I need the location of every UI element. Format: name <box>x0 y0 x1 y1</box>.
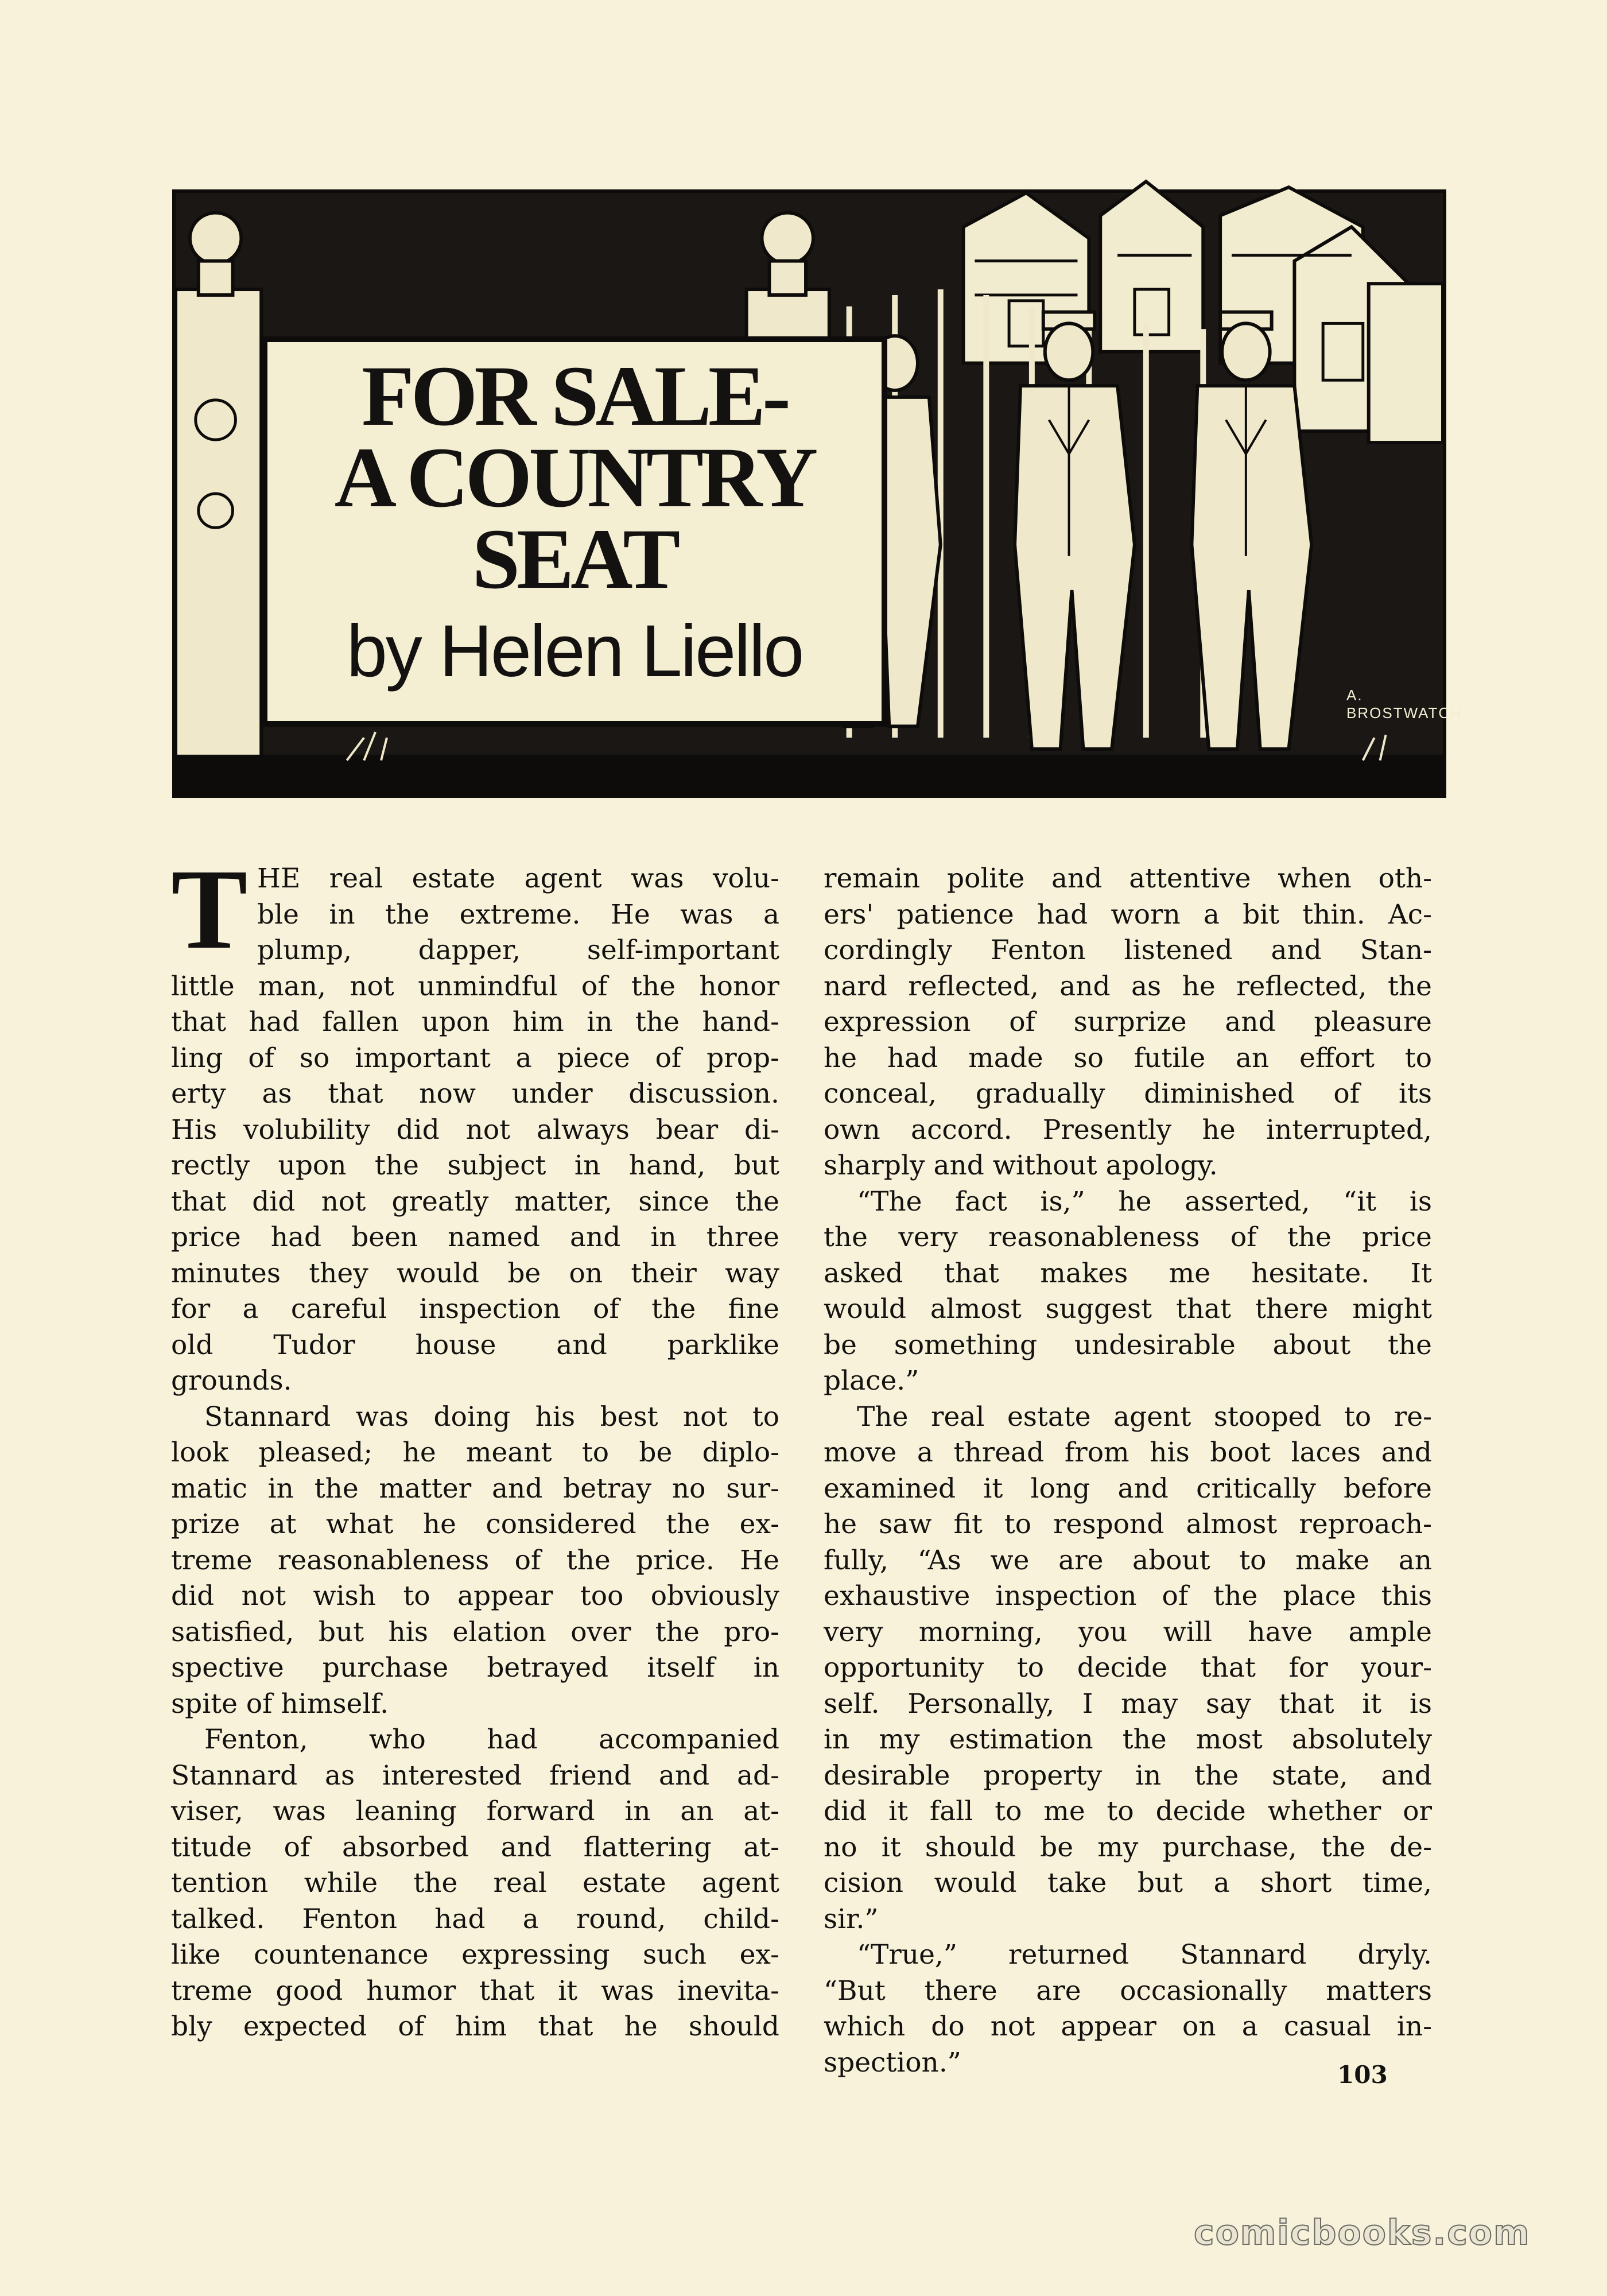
text-line: “But there are occasionally matters <box>824 1975 1432 2007</box>
text-line: he saw fit to respond almost reproach- <box>824 1508 1432 1540</box>
text-line: like countenance expressing such ex- <box>171 1939 779 1971</box>
title-panel <box>262 336 887 727</box>
text-line: bly expected of him that he should <box>171 2011 779 2042</box>
author-byline: by Helen Liello <box>346 610 803 692</box>
artist-signature: A. BROSTWATCH <box>1346 687 1462 722</box>
text-line: “True,” returned Stannard dryly. <box>857 1939 1432 1971</box>
text-line: which do not appear on a casual in- <box>824 2011 1432 2042</box>
text-line: exhaustive inspection of the place this <box>824 1580 1432 1612</box>
opening-paragraph <box>171 846 779 973</box>
text-line: viser, was leaning forward in an at- <box>171 1795 779 1827</box>
text-line: expression of surprize and pleasure <box>824 1006 1432 1038</box>
text-line: erty as that now under discussion. <box>171 1078 779 1110</box>
text-line: HE real estate agent was volu- <box>257 863 779 894</box>
text-line: did it fall to me to decide whether or <box>824 1795 1432 1827</box>
text-line: that had fallen upon him in the hand- <box>171 1006 779 1038</box>
text-line: “The fact is,” he asserted, “it is <box>857 1185 1432 1217</box>
text-line: cision would take but a short time, <box>824 1867 1432 1899</box>
text-line: titude of absorbed and flattering at- <box>171 1831 779 1863</box>
text-line: the very reasonableness of the price <box>824 1221 1432 1253</box>
text-line: place.” <box>824 1365 919 1397</box>
text-line: plump, dapper, self-important <box>257 934 779 966</box>
text-line: opportunity to decide that for your- <box>824 1652 1432 1684</box>
text-line: own accord. Presently he interrupted, <box>824 1114 1432 1146</box>
right-text-column <box>824 861 1432 2081</box>
text-line: matic in the matter and betray no sur- <box>171 1472 779 1504</box>
text-line: spite of himself. <box>171 1688 389 1720</box>
text-line: old Tudor house and parklike <box>171 1329 779 1361</box>
text-line: ble in the extreme. He was a <box>257 898 779 930</box>
text-line: remain polite and attentive when oth- <box>824 863 1432 894</box>
text-line: look pleased; he meant to be diplo- <box>171 1437 779 1468</box>
text-line: satisfied, but his elation over the pro- <box>171 1616 779 1648</box>
text-line: ling of so important a piece of prop- <box>171 1042 779 1074</box>
text-line: His volubility did not always bear di- <box>171 1114 779 1146</box>
text-line: did not wish to appear too obviously <box>171 1580 779 1612</box>
page-number: 103 <box>1337 2061 1388 2089</box>
text-line: spective purchase betrayed itself in <box>171 1652 779 1684</box>
drop-cap: T <box>171 846 248 973</box>
text-line: cordingly Fenton listened and Stan- <box>824 934 1432 966</box>
story-title-line-1: FOR SALE- <box>362 348 787 444</box>
text-line: ers' patience had worn a bit thin. Ac- <box>824 898 1432 930</box>
text-line: nard reflected, and as he reflected, the <box>824 970 1432 1002</box>
text-line: little man, not unmindful of the honor <box>171 970 779 1002</box>
text-line: sir.” <box>824 1903 879 1935</box>
text-line: be something undesirable about the <box>824 1329 1432 1361</box>
text-line: desirable property in the state, and <box>824 1759 1432 1791</box>
text-line: that did not greatly matter, since the <box>171 1185 779 1217</box>
text-line: fully, “As we are about to make an <box>824 1544 1432 1576</box>
text-line: rectly upon the subject in hand, but <box>171 1150 779 1181</box>
text-line: for a careful inspection of the fine <box>171 1293 779 1325</box>
text-line: move a thread from his boot laces and <box>824 1437 1432 1468</box>
site-watermark: comicbooks.com <box>1194 2213 1531 2253</box>
text-line: price had been named and in three <box>171 1221 779 1253</box>
text-line: sharply and without apology. <box>824 1150 1218 1181</box>
story-title-line-3: SEAT <box>472 511 677 607</box>
header-illustration <box>172 189 1462 798</box>
text-line: tention while the real estate agent <box>171 1867 779 1899</box>
text-line: talked. Fenton had a round, child- <box>171 1903 779 1935</box>
story-title-line-2: A COUNTRY <box>334 430 815 525</box>
text-line: treme good humor that it was inevita- <box>171 1975 779 2007</box>
text-line: asked that makes me hesitate. It <box>824 1257 1432 1289</box>
text-line: Fenton, who had accompanied <box>204 1724 779 1755</box>
text-line: Stannard as interested friend and ad- <box>171 1759 779 1791</box>
text-line: he had made so futile an effort to <box>824 1042 1432 1074</box>
text-line: very morning, you will have ample <box>824 1616 1432 1648</box>
text-line: Stannard was doing his best not to <box>204 1401 779 1433</box>
text-line: no it should be my purchase, the de- <box>824 1831 1432 1863</box>
text-line: The real estate agent stooped to re- <box>857 1401 1432 1433</box>
text-line: examined it long and critically before <box>824 1472 1432 1504</box>
text-line: self. Personally, I may say that it is <box>824 1688 1432 1720</box>
text-line: conceal, gradually diminished of its <box>824 1078 1432 1110</box>
text-line: minutes they would be on their way <box>171 1257 779 1289</box>
text-line: treme reasonableness of the price. He <box>171 1544 779 1576</box>
text-line: would almost suggest that there might <box>824 1293 1432 1325</box>
text-line: spection.” <box>824 2046 961 2078</box>
text-line: prize at what he considered the ex- <box>171 1508 779 1540</box>
left-text-column <box>171 846 779 2045</box>
text-line: grounds. <box>171 1365 292 1397</box>
text-line: in my estimation the most absolutely <box>824 1724 1432 1755</box>
